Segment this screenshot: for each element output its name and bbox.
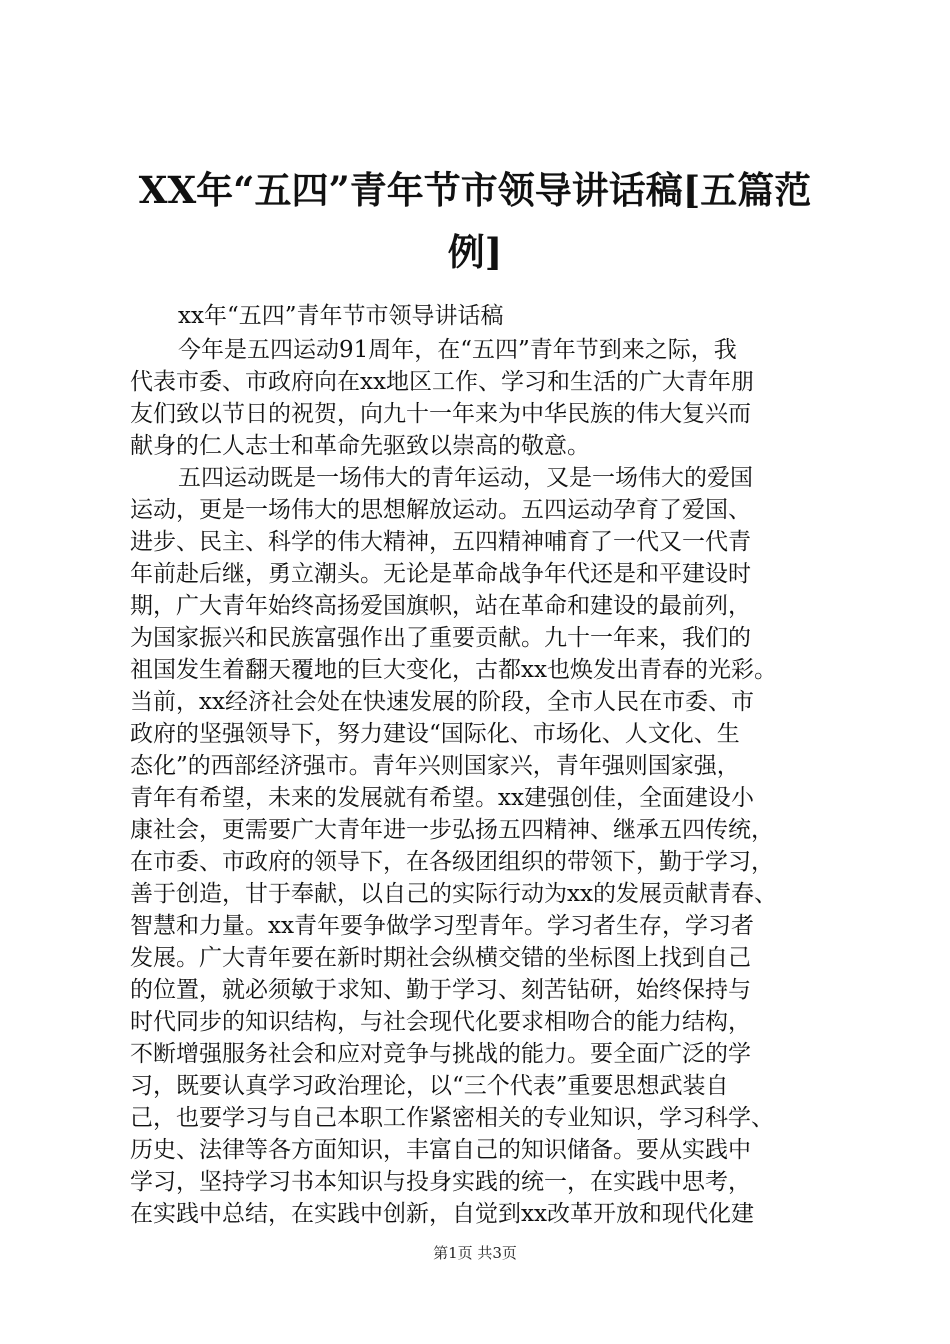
body-line: 智慧和力量。xx青年要争做学习型青年。学习者生存，学习者 [130, 913, 754, 939]
body-line: 献身的仁人志士和革命先驱致以崇高的敬意。 [130, 433, 590, 459]
document-subtitle: xx年“五四”青年节市领导讲话稿 [178, 303, 504, 329]
body-line: 历史、法律等各方面知识，丰富自己的知识储备。要从实践中 [130, 1137, 751, 1163]
body-line: 祖国发生着翻天覆地的巨大变化，古都xx也焕发出青春的光彩。 [130, 657, 777, 683]
body-line: 己，也要学习与自己本职工作紧密相关的专业知识，学习科学、 [130, 1105, 774, 1131]
body-line: 代表市委、市政府向在xx地区工作、学习和生活的广大青年朋 [130, 369, 754, 395]
body-line: 的位置，就必须敏于求知、勤于学习、刻苦钻研，始终保持与 [130, 977, 751, 1003]
body-line: 时代同步的知识结构，与社会现代化要求相吻合的能力结构， [130, 1009, 751, 1035]
body-line: 学习，坚持学习书本知识与投身实践的统一，在实践中思考， [130, 1169, 751, 1195]
body-line: 在市委、市政府的领导下，在各级团组织的带领下，勤于学习， [130, 849, 774, 875]
body-line: 发展。广大青年要在新时期社会纵横交错的坐标图上找到自己 [130, 945, 751, 971]
document-title-line-1: XX年“五四”青年节市领导讲话稿[五篇范 [138, 168, 812, 212]
document-title-line-2: 例] [447, 230, 503, 274]
body-line: 青年有希望，未来的发展就有希望。xx建强创佳，全面建设小 [130, 785, 754, 811]
body-line: 当前，xx经济社会处在快速发展的阶段，全市人民在市委、市 [130, 689, 754, 715]
body-line: 年前赴后继，勇立潮头。无论是革命战争年代还是和平建设时 [130, 561, 751, 587]
body-line: 运动，更是一场伟大的思想解放运动。五四运动孕育了爱国、 [130, 497, 751, 523]
body-line: 为国家振兴和民族富强作出了重要贡献。九十一年来，我们的 [130, 625, 751, 651]
body-line: 不断增强服务社会和应对竞争与挑战的能力。要全面广泛的学 [130, 1041, 751, 1067]
body-line: 态化”的西部经济强市。青年兴则国家兴，青年强则国家强， [130, 753, 740, 779]
body-line: 善于创造，甘于奉献，以自己的实际行动为xx的发展贡献青春、 [130, 881, 777, 907]
page-footer: 第1页 共3页 [433, 1244, 517, 1262]
body-line: 政府的坚强领导下，努力建设“国际化、市场化、人文化、生 [130, 721, 740, 747]
body-line: 今年是五四运动91周年，在“五四”青年节到来之际，我 [178, 337, 737, 363]
body-line: 友们致以节日的祝贺，向九十一年来为中华民族的伟大复兴而 [130, 401, 751, 427]
body-line: 期，广大青年始终高扬爱国旗帜，站在革命和建设的最前列， [130, 593, 751, 619]
body-line: 在实践中总结，在实践中创新，自觉到xx改革开放和现代化建 [130, 1201, 754, 1227]
body-line: 进步、民主、科学的伟大精神，五四精神哺育了一代又一代青 [130, 529, 751, 555]
body-line: 习，既要认真学习政治理论，以“三个代表”重要思想武装自 [130, 1073, 729, 1099]
body-line: 康社会，更需要广大青年进一步弘扬五四精神、继承五四传统， [130, 817, 774, 843]
body-line: 五四运动既是一场伟大的青年运动，又是一场伟大的爱国 [178, 465, 753, 491]
